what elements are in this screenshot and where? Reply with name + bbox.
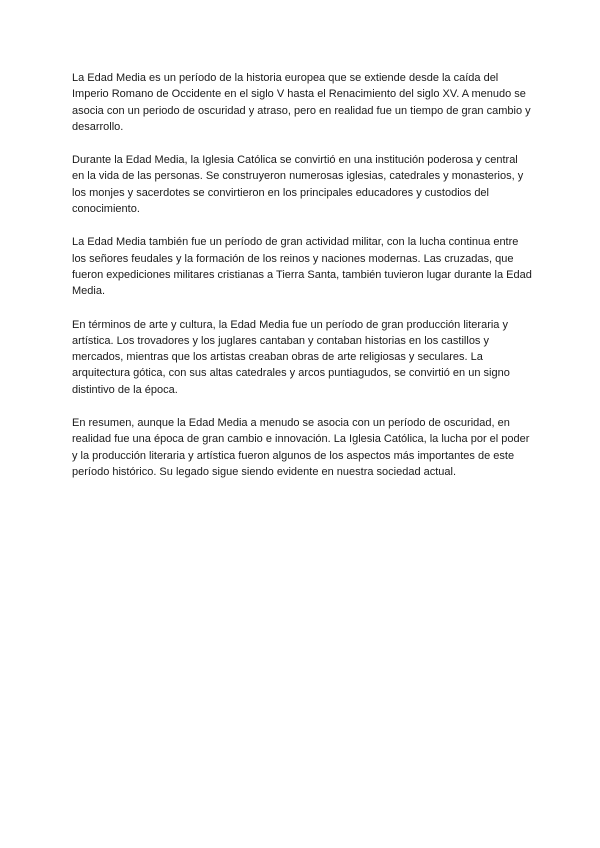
paragraph-2: Durante la Edad Media, la Iglesia Católica se convirtió en una institución poderosa y central en la vida de las personas. Se construyeron numerosas iglesias, catedrales y monasterios, y los monjes y sacerdotes se convirtieron en los principales educadores y custodios del conocimiento. [72,154,524,216]
paragraph-4: En términos de arte y cultura, la Edad Media fue un período de gran producción literaria y artística. Los trovadores y los juglares cantaban y contaban historias en los castillos y mercados, mientras que los artistas creaban obras de arte religiosas y seculares. La arquitectura gótica, con sus altas catedrales y arcos puntiagudos, se convirtió en un signo distintivo de la época. [72,318,510,396]
document-body [72,70,532,497]
paragraph-3: La Edad Media también fue un período de gran actividad militar, con la lucha continua entre los señores feudales y la formación de los reinos y naciones modernas. Las cruzadas, que fueron expediciones militares cristianas a Tierra Santa, también tuvieron lugar durante la Edad Media. [72,236,532,298]
paragraph-5: En resumen, aunque la Edad Media a menudo se asocia con un período de oscuridad, en realidad fue una época de gran cambio e innovación. La Iglesia Católica, la lucha por el poder y la producción literaria y artística fueron algunos de los aspectos más importantes de este período histórico. Su legado sigue siendo evidente en nuestra sociedad actual. [72,417,530,478]
paragraph-1: La Edad Media es un período de la historia europea que se extiende desde la caída del Imperio Romano de Occidente en el siglo V hasta el Renacimiento del siglo XV. A menudo se asocia con un periodo de oscuridad y atraso, pero en realidad fue un tiempo de gran cambio y desarrollo. [72,72,531,133]
